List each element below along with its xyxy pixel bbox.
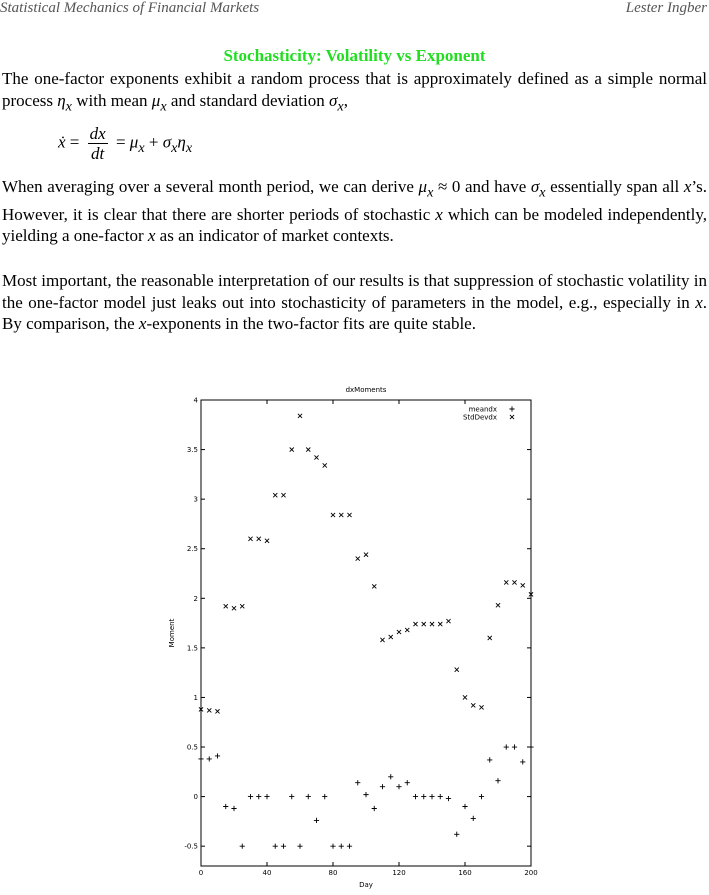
y-tick-label: 3.5: [186, 446, 198, 455]
y-tick-label: 2: [193, 594, 198, 603]
StdDevdx-point: [281, 493, 285, 497]
meandx-point: [520, 759, 525, 764]
x-tick-label: 0: [198, 869, 204, 877]
legend-marker-meandx: [509, 406, 514, 411]
StdDevdx-point: [215, 709, 219, 713]
meandx-point: [504, 744, 509, 749]
StdDevdx-point: [248, 537, 252, 541]
meandx-point: [289, 794, 294, 799]
meandx-point: [446, 796, 451, 801]
y-tick-label: -0.5: [184, 842, 198, 851]
meandx-point: [495, 778, 500, 783]
slide-title: Stochasticity: Volatility vs Exponent: [223, 46, 486, 65]
meandx-point: [363, 792, 368, 797]
meandx-point: [339, 844, 344, 849]
series-meandx: [198, 744, 533, 848]
meandx-point: [388, 774, 393, 779]
StdDevdx-point: [224, 604, 228, 608]
x-tick-label: 200: [524, 869, 538, 877]
StdDevdx-point: [405, 628, 409, 632]
meandx-point: [380, 784, 385, 789]
meandx-point: [405, 780, 410, 785]
legend-label-meandx: meandx: [468, 405, 497, 414]
y-tick-label: 0: [193, 793, 198, 802]
x-tick-label: 40: [262, 869, 272, 877]
StdDevdx-point: [463, 695, 467, 699]
y-tick-label: 3: [193, 495, 198, 504]
StdDevdx-point: [331, 513, 335, 517]
StdDevdx-point: [496, 603, 500, 607]
meandx-point: [314, 818, 319, 823]
StdDevdx-point: [471, 703, 475, 707]
StdDevdx-point: [521, 583, 525, 587]
StdDevdx-point: [298, 414, 302, 418]
meandx-point: [355, 780, 360, 785]
y-tick-label: 2.5: [186, 545, 198, 554]
meandx-point: [231, 806, 236, 811]
x-tick-label: 160: [458, 869, 472, 877]
meandx-point: [479, 794, 484, 799]
StdDevdx-point: [372, 584, 376, 588]
series-StdDevdx: [199, 414, 533, 714]
header-author: Lester Ingber: [625, 0, 707, 16]
StdDevdx-point: [306, 447, 310, 451]
legend-label-StdDevdx: StdDevdx: [462, 413, 497, 422]
StdDevdx-point: [207, 708, 211, 712]
meandx-point: [306, 794, 311, 799]
meandx-point: [396, 784, 401, 789]
StdDevdx-point: [512, 580, 516, 584]
StdDevdx-point: [347, 513, 351, 517]
y-axis-label: Moment: [168, 618, 176, 648]
meandx-point: [487, 757, 492, 762]
StdDevdx-point: [438, 622, 442, 626]
x-tick-label: 80: [328, 869, 338, 877]
meandx-point: [462, 804, 467, 809]
running-header: [0, 0, 709, 18]
meandx-point: [207, 756, 212, 761]
meandx-point: [512, 744, 517, 749]
y-tick-label: 1.5: [186, 644, 198, 653]
meandx-point: [454, 832, 459, 837]
StdDevdx-point: [479, 705, 483, 709]
StdDevdx-point: [290, 447, 294, 451]
meandx-point: [322, 794, 327, 799]
meandx-point: [273, 844, 278, 849]
meandx-point: [438, 794, 443, 799]
meandx-point: [240, 844, 245, 849]
paragraph-1: The one-factor exponents exhibit a random process that is approximately defined as a simple normal process $\eta_x$ with mean $\mu_x$ and standard deviation $\sigma_x$,: [2, 69, 707, 114]
StdDevdx-point: [323, 463, 327, 467]
y-tick-label: 4: [193, 396, 198, 405]
StdDevdx-point: [422, 622, 426, 626]
meandx-point: [248, 794, 253, 799]
StdDevdx-point: [430, 622, 434, 626]
meandx-point: [528, 744, 533, 749]
legend-marker-StdDevdx: [510, 415, 514, 419]
meandx-point: [471, 816, 476, 821]
StdDevdx-point: [257, 537, 261, 541]
fraction-dx-dt: $\frac{dx}{dt}$: [89, 124, 106, 163]
paragraph-2: When averaging over a several month period, we can derive $\mu_x \approx 0$ and have $\sigma_x$ essentially span all x’s. However, it is clear that there are shorter periods of stochastic x which can be modeled independently, yielding a one-factor x as an indicator of market contexts.: [2, 177, 708, 246]
StdDevdx-point: [413, 622, 417, 626]
meandx-point: [421, 794, 426, 799]
meandx-point: [347, 844, 352, 849]
x-tick-label: 120: [392, 869, 406, 877]
dxmoments-chart: [0, 375, 709, 895]
equation-xdot: ẋ = $\frac{dx}{dt}$ = $\mu_x + \sigma_x\eta_x$: [58, 124, 193, 163]
StdDevdx-point: [232, 606, 236, 610]
meandx-point: [264, 794, 269, 799]
meandx-point: [256, 794, 261, 799]
meandx-point: [297, 844, 302, 849]
chart-title: dxMoments: [345, 386, 387, 394]
meandx-point: [330, 844, 335, 849]
y-tick-label: 0.5: [186, 743, 198, 752]
StdDevdx-point: [389, 635, 393, 639]
meandx-point: [215, 753, 220, 758]
meandx-point: [198, 756, 203, 761]
StdDevdx-point: [356, 557, 360, 561]
meandx-point: [372, 806, 377, 811]
StdDevdx-point: [339, 513, 343, 517]
meandx-point: [429, 794, 434, 799]
meandx-point: [413, 794, 418, 799]
StdDevdx-point: [273, 493, 277, 497]
x-axis-label: Day: [359, 881, 373, 889]
header-left-title: Statistical Mechanics of Financial Markets: [0, 0, 260, 16]
StdDevdx-point: [240, 604, 244, 608]
StdDevdx-point: [488, 636, 492, 640]
StdDevdx-point: [380, 638, 384, 642]
y-tick-label: 1: [193, 693, 198, 702]
StdDevdx-point: [455, 668, 459, 672]
meandx-point: [281, 844, 286, 849]
StdDevdx-point: [397, 630, 401, 634]
StdDevdx-point: [446, 619, 450, 623]
StdDevdx-point: [314, 455, 318, 459]
StdDevdx-point: [504, 580, 508, 584]
StdDevdx-point: [364, 553, 368, 557]
paragraph-3: Most important, the reasonable interpretation of our results is that suppression of stochastic volatility in the one-factor model just leaks out into stochasticity of parameters in the model, e.g., especially in x. By comparison, the x-exponents in the two-factor fits are quite stable.: [2, 271, 707, 333]
StdDevdx-point: [265, 539, 269, 543]
meandx-point: [223, 804, 228, 809]
